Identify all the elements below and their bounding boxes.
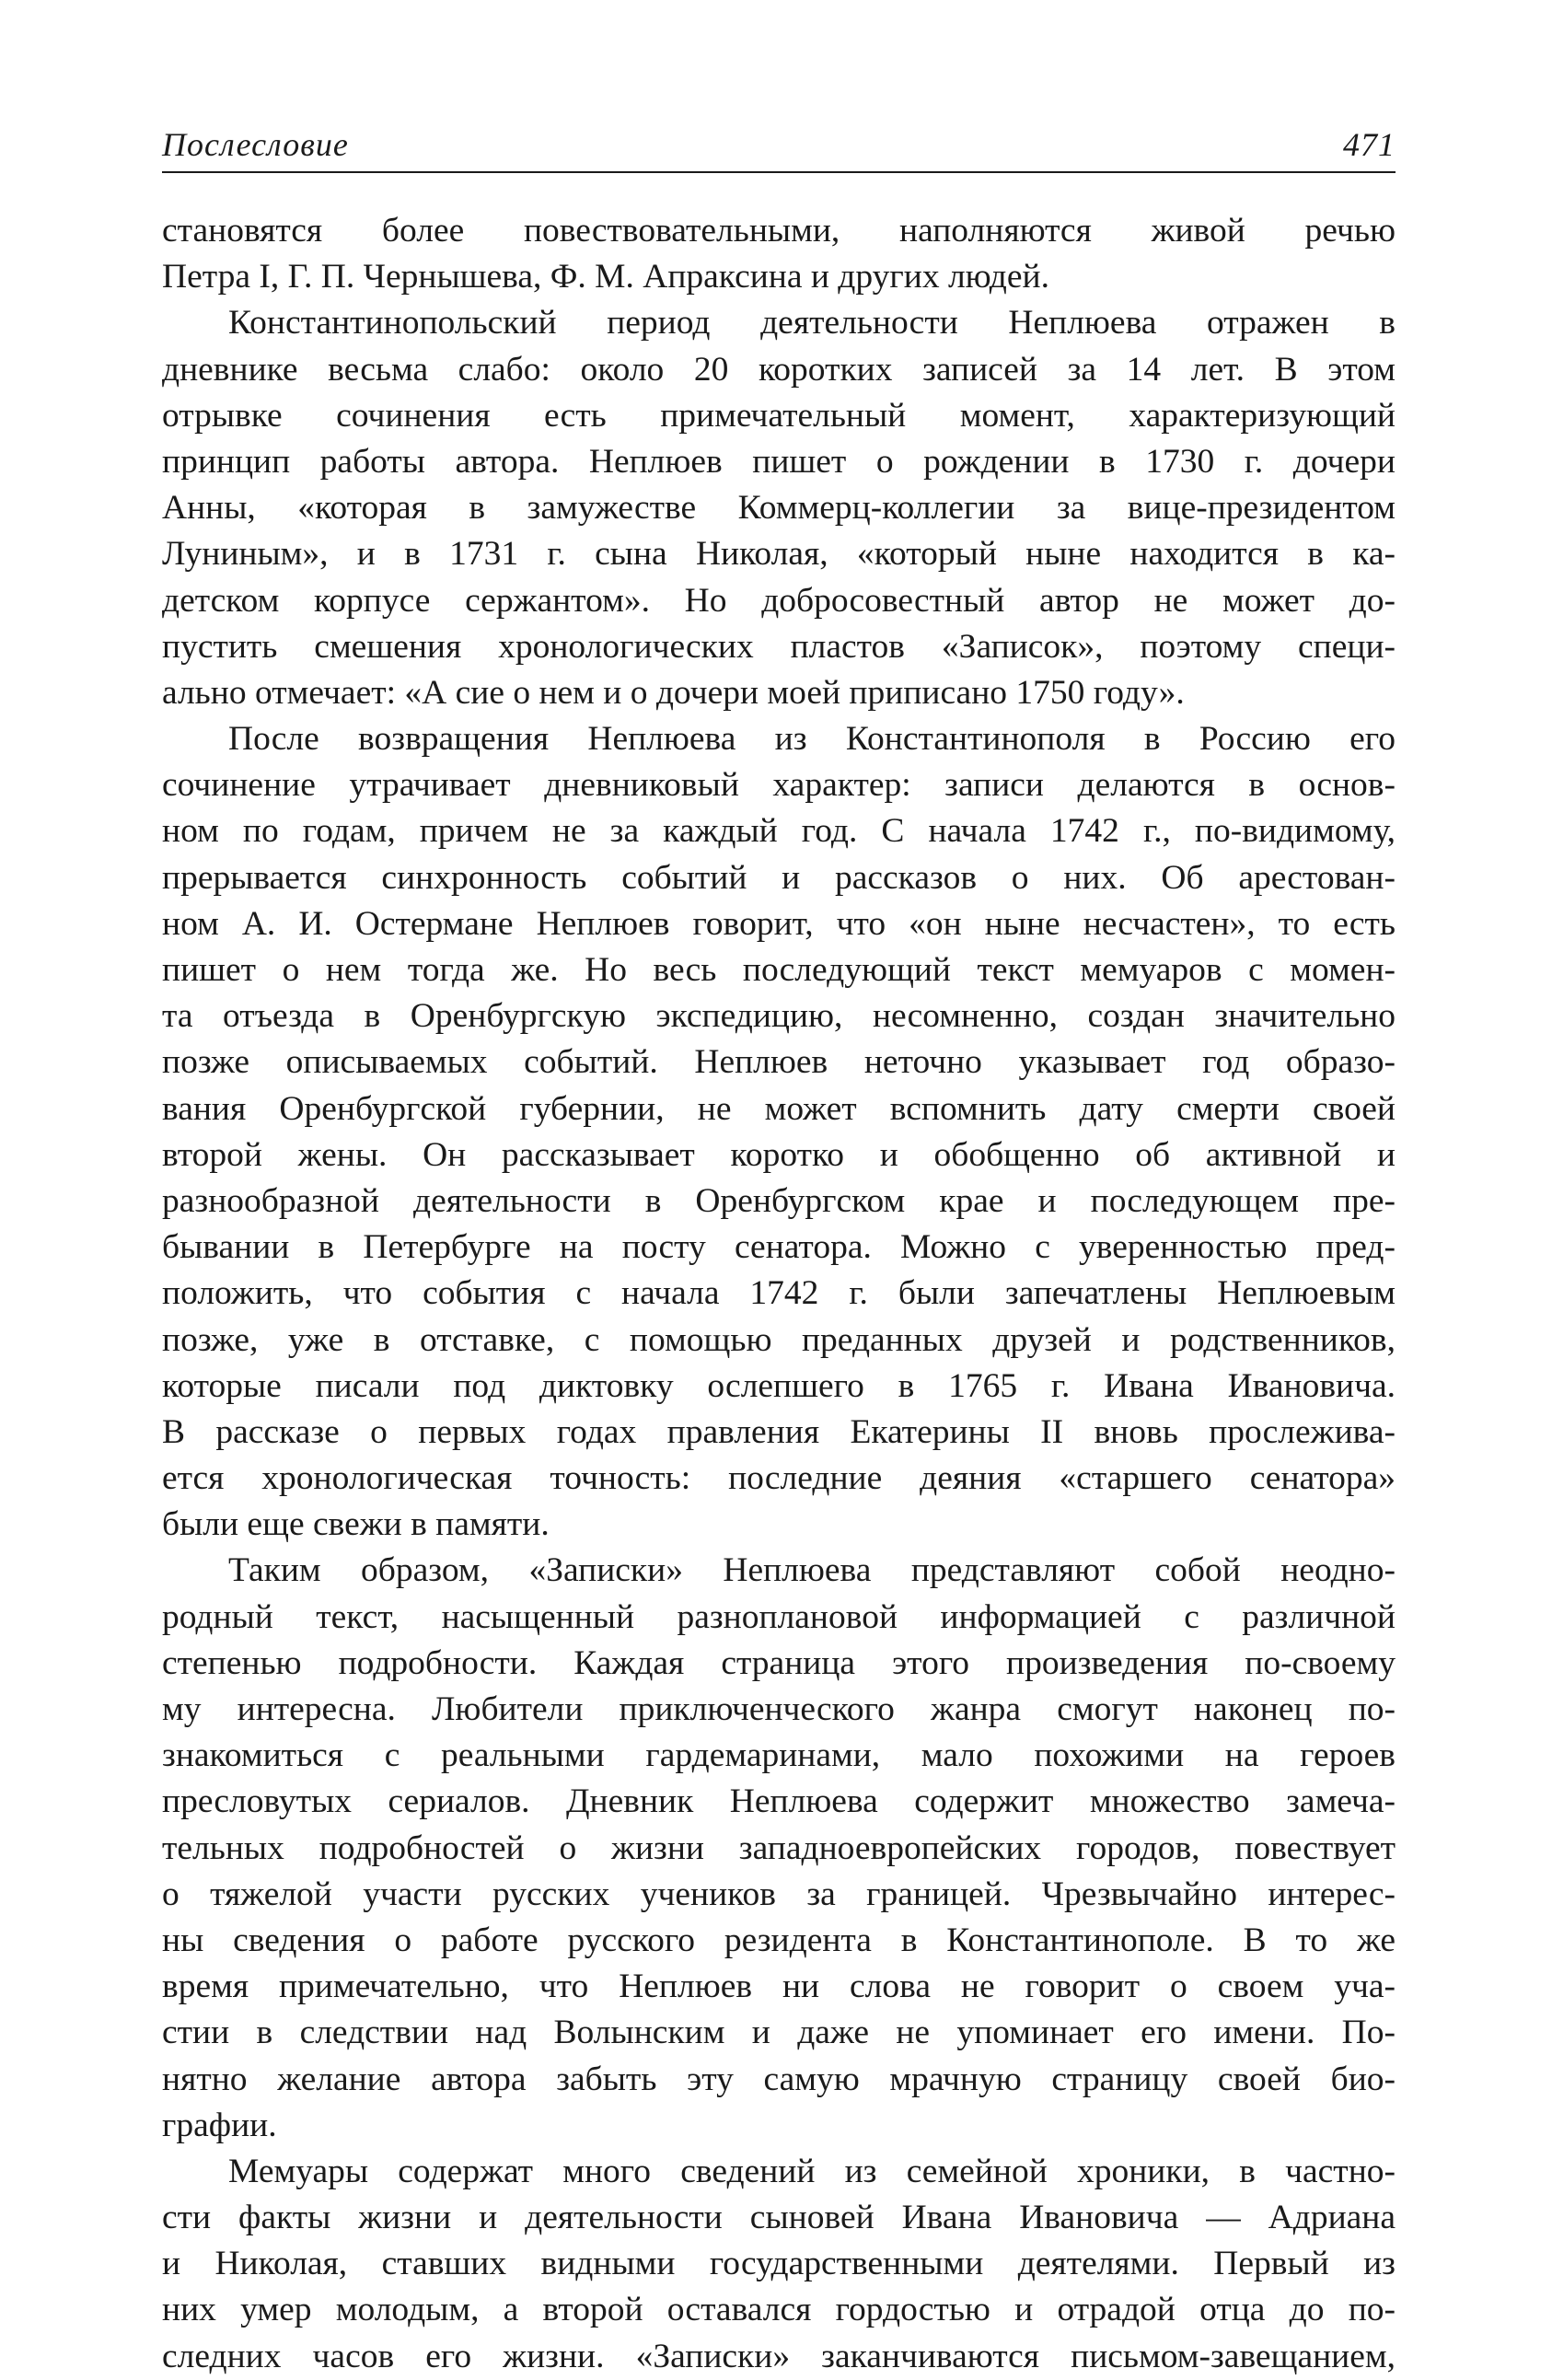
text-line: После возвращения Неплюева из Константинополя в Россию его — [228, 720, 1396, 759]
text-line: ется хронологическая точность: последние деяния «старшего сенатора» — [162, 1459, 1396, 1498]
text-line: второй жены. Он рассказывает коротко и обобщенно об активной и — [162, 1135, 1396, 1174]
text-line: пустить смешения хронологических пластов «Записок», поэтому специ- — [162, 627, 1396, 666]
text-line: нятно желание автора забыть эту самую мрачную страницу своей био- — [162, 2060, 1396, 2098]
text-line: положить, что события с начала 1742 г. были запечатлены Неплюевым — [162, 1274, 1396, 1313]
text-line: разнообразной деятельности в Оренбургском крае и последующем пре- — [162, 1181, 1396, 1220]
text-line: му интересна. Любители приключенческого жанра смогут наконец по- — [162, 1690, 1396, 1728]
text-line: становятся более повествовательными, наполняются живой речью — [162, 212, 1396, 250]
text-line: принцип работы автора. Неплюев пишет о рождении в 1730 г. дочери — [162, 442, 1396, 481]
text-line: вания Оренбургской губернии, не может вспомнить дату смерти своей — [162, 1089, 1396, 1128]
text-line: бывании в Петербурге на посту сенатора. Можно с уверенностью пред- — [162, 1228, 1396, 1267]
running-title: Послесловие — [162, 126, 349, 163]
text-line: Петра I, Г. П. Чернышева, Ф. М. Апраксина и других людей. — [162, 258, 1049, 296]
text-line: были еще свежи в памяти. — [162, 1505, 550, 1544]
text-line: тельных подробностей о жизни западноевропейских городов, повествует — [162, 1829, 1396, 1867]
text-line: степенью подробности. Каждая страница этого произведения по-своему — [162, 1643, 1396, 1682]
text-line: пишет о нем тогда же. Но весь последующий текст мемуаров с момен- — [162, 951, 1396, 989]
text-line: позже описываемых событий. Неплюев неточно указывает год образо- — [162, 1043, 1396, 1082]
text-line: ально отмечает: «А сие о нем и о дочери моей приписано 1750 году». — [162, 673, 1185, 712]
text-line: прерывается синхронность событий и рассказов о них. Об арестован- — [162, 858, 1396, 897]
page-number: 471 — [1343, 126, 1396, 163]
text-line: Мемуары содержат много сведений из семейной хроники, в частно- — [228, 2152, 1396, 2190]
text-line: о тяжелой участи русских учеников за границей. Чрезвычайно интерес- — [162, 1875, 1396, 1913]
text-line: которые писали под диктовку ослепшего в 1765 г. Ивана Ивановича. — [162, 1366, 1396, 1405]
text-line: Таким образом, «Записки» Неплюева представляют собой неодно- — [228, 1551, 1396, 1590]
text-line: Анны, «которая в замужестве Коммерц-коллегии за вице-президентом — [162, 489, 1396, 528]
text-line: ном А. И. Остермане Неплюев говорит, что «он ныне несчастен», то есть — [162, 904, 1396, 943]
text-line: В рассказе о первых годах правления Екатерины II вновь прослежива- — [162, 1412, 1396, 1451]
text-line: дневнике весьма слабо: около 20 коротких записей за 14 лет. В этом — [162, 350, 1396, 389]
text-line: ном по годам, причем не за каждый год. С начала 1742 г., по-видимому, — [162, 812, 1396, 851]
text-line: позже, уже в отставке, с помощью преданных друзей и родственников, — [162, 1320, 1396, 1359]
body-text — [162, 208, 1396, 2380]
text-line: графии. — [162, 2106, 277, 2144]
text-line: ны сведения о работе русского резидента в Константинополе. В то же — [162, 1921, 1396, 1959]
text-line: стии в следствии над Волынским и даже не упоминает его имени. По- — [162, 2014, 1396, 2052]
text-line: и Николая, ставших видными государственными деятелями. Первый из — [162, 2245, 1396, 2283]
text-line: сти факты жизни и деятельности сыновей Ивана Ивановича — Адриана — [162, 2199, 1396, 2237]
page-header — [162, 122, 1396, 173]
text-line: них умер молодым, а второй оставался гордостью и отрадой отца до по- — [162, 2291, 1396, 2329]
text-line: отрывке сочинения есть примечательный момент, характеризующий — [162, 396, 1396, 435]
text-line: пресловутых сериалов. Дневник Неплюева содержит множество замеча- — [162, 1782, 1396, 1821]
text-line: сочинение утрачивает дневниковый характер: записи делаются в основ- — [162, 766, 1396, 805]
text-line: детском корпусе сержантом». Но добросовестный автор не может до- — [162, 581, 1396, 620]
text-line: Луниным», и в 1731 г. сына Николая, «который ныне находится в ка- — [162, 535, 1396, 574]
text-line: та отъезда в Оренбургскую экспедицию, несомненно, создан значительно — [162, 997, 1396, 1036]
text-line: время примечательно, что Неплюев ни слова не говорит о своем уча- — [162, 1968, 1396, 2006]
text-line: знакомиться с реальными гардемаринами, мало похожими на героев — [162, 1736, 1396, 1775]
text-line: Константинопольский период деятельности Неплюева отражен в — [228, 304, 1396, 342]
text-line: родный текст, насыщенный разноплановой информацией с различной — [162, 1597, 1396, 1636]
text-line: следних часов его жизни. «Записки» заканчиваются письмом-завещанием, — [162, 2337, 1396, 2375]
